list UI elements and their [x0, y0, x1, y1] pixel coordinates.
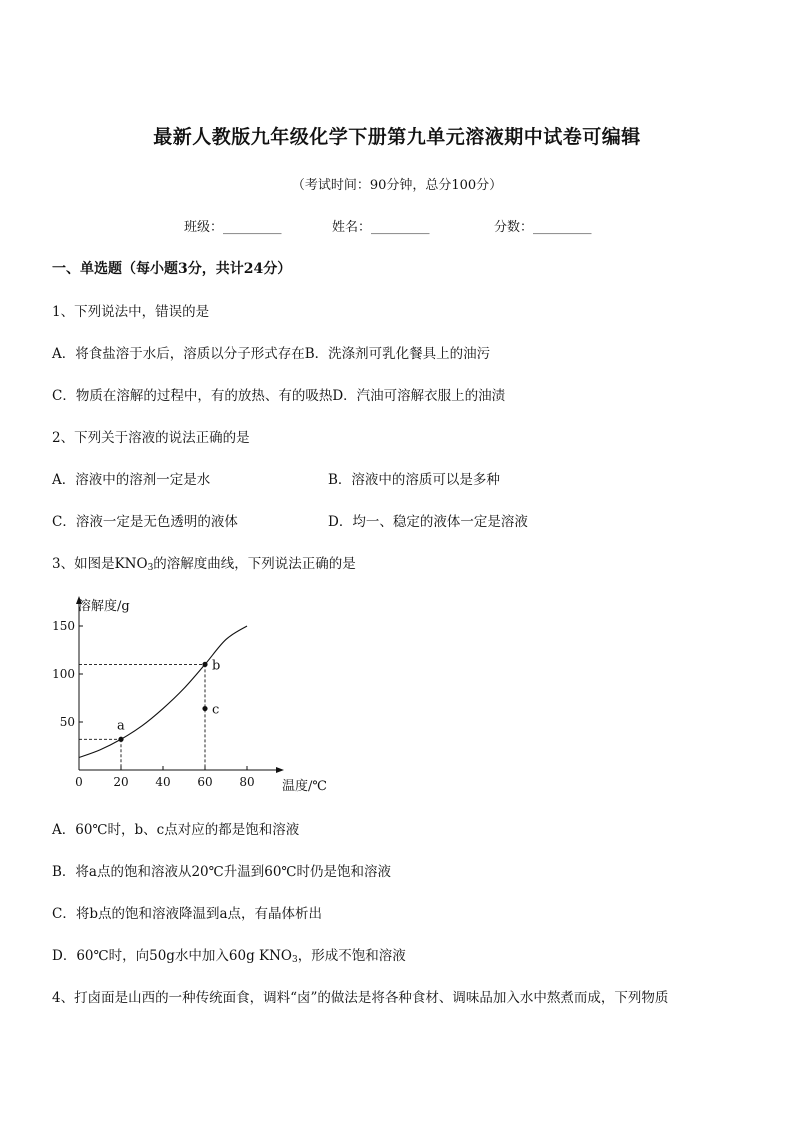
chart-axes: [79, 600, 280, 770]
q3-stem: 3、如图是$KNO_3$的溶解度曲线，下列说法正确的是: [52, 556, 356, 573]
q3-option-b[interactable]: B．将a点的饱和溶液从20℃升温到60℃时仍是饱和溶液: [52, 864, 392, 880]
q4-stem: 4、打卤面是山西的一种传统面食，调料“卤”的做法是将各种食材、调味品加入水中熬煮而成，下列物质: [52, 990, 669, 1006]
q1-stem: 1、下列说法中，错误的是: [52, 304, 210, 320]
point-c: [202, 706, 207, 711]
x-tick-label: 40: [155, 775, 171, 789]
q2-option-d[interactable]: D．均一、稳定的液体一定是溶液: [328, 514, 528, 530]
q1-options-ab: [52, 342, 490, 362]
point-a: [118, 737, 123, 742]
point-label-b: b: [212, 658, 221, 674]
x-axis-label: 温度/℃: [282, 779, 327, 794]
q1-options-cd: [52, 384, 505, 404]
x-tick-label: 20: [113, 775, 129, 789]
score-field[interactable]: 分数：_________: [494, 220, 592, 235]
kno3-solubility-chart: [48, 594, 348, 800]
x-tick-label: 0: [75, 775, 83, 789]
q3-option-a[interactable]: A．60℃时，b、c点对应的都是饱和溶液: [52, 822, 300, 838]
y-tick-label: 50: [59, 715, 75, 729]
q2-option-c[interactable]: C．溶液一定是无色透明的液体: [52, 514, 238, 530]
q1-option-d[interactable]: D．汽油可溶解衣服上的油渍: [332, 388, 506, 404]
q2-options-cd: [52, 510, 752, 530]
chart-points: [118, 662, 207, 742]
q2-stem: 2、下列关于溶液的说法正确的是: [52, 430, 250, 446]
q2-option-a[interactable]: A．溶液中的溶剂一定是水: [52, 472, 211, 488]
x-tick-label: 80: [239, 775, 255, 789]
q3-option-d[interactable]: D．60℃时，向50g水中加入60g $KNO_3$，形成不饱和溶液: [52, 948, 406, 965]
exam-subtitle: （考试时间：90分钟，总分100分）: [291, 178, 503, 193]
chart-labels: [52, 598, 327, 794]
q3-option-c[interactable]: C．将b点的饱和溶液降温到a点，有晶体析出: [52, 906, 323, 922]
exam-title: 最新人教版九年级化学下册第九单元溶液期中试卷可编辑: [153, 126, 641, 148]
class-field[interactable]: 班级：_________: [184, 220, 282, 235]
student-info-fields: [184, 216, 592, 235]
point-label-a: a: [117, 718, 125, 734]
chart-guides: [79, 664, 205, 770]
point-b: [202, 662, 207, 667]
q1-option-c[interactable]: C．物质在溶解的过程中，有的放热、有的吸热: [52, 388, 333, 404]
y-tick-label: 150: [52, 619, 75, 633]
q2-option-b[interactable]: B．溶液中的溶质可以是多种: [328, 472, 500, 488]
name-field[interactable]: 姓名：_________: [332, 220, 430, 235]
solubility-curve-kno3: [79, 626, 247, 758]
section-heading: 一、单选题（每小题3分，共计24分）: [52, 261, 292, 277]
y-tick-label: 100: [52, 667, 75, 681]
chart-series: [79, 626, 247, 758]
x-tick-label: 60: [197, 775, 213, 789]
q2-options-ab: [52, 468, 752, 488]
point-label-c: c: [212, 702, 220, 718]
q1-option-a[interactable]: A．将食盐溶于水后，溶质以分子形式存在: [52, 346, 305, 362]
y-axis-label: 溶解度/g: [78, 599, 130, 614]
q1-option-b[interactable]: B．洗涤剂可乳化餐具上的油污: [304, 346, 491, 362]
